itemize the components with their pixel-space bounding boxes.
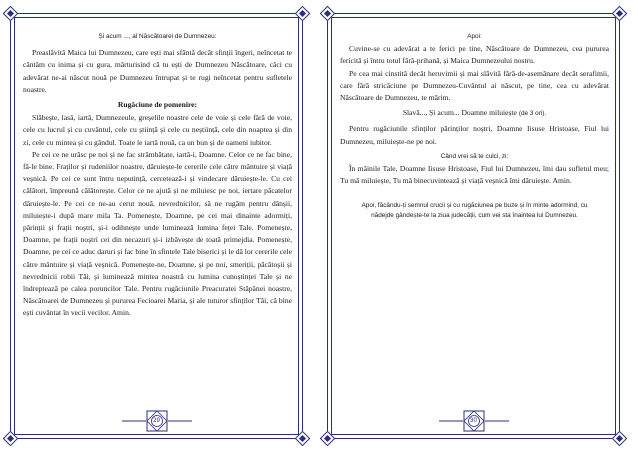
prayer-paragraph: În mâinile Tale, Doamne Iisuse Hristoase, Fiul lui Dumnezeu, îmi dau sufletul meu; Tu mă miluiește, Tu mă binecuvintează și viață veșnică îmi dăruiește. Amin.	[340, 164, 609, 186]
prayer-paragraph: Slăbește, lasă, iartă, Dumnezeule, greșelile noastre cele de voie și cele fără de voie, cele cu lucrul și cu cuvântul, cele cu știință și cele cu neștiință, cele din noaptea și din zi, cele cu mintea și cu gândul. Toate le iartă nouă, ca un bun și de oameni iubitor.	[23, 113, 292, 147]
section-header: Apoi:	[467, 33, 482, 40]
section-header: Când vrei să te culci, zi:	[440, 152, 509, 160]
prayer-paragraph: Pentru rugăciunile sfinților părinților noștri, Doamne Iisuse Hristoase, Fiul lui Dumnezeu, miluiește-ne pe noi.	[340, 124, 609, 146]
hymn-paragraph: Cuvine-se cu adevărat a te ferici pe tine, Născătoare de Dumnezeu, cea pururea fericită și întru totul fără-prihană, și Maica Dumnezeului nostru.	[340, 44, 609, 66]
hymn-paragraph: Pe cea mai cinstită decât heruvimii și mai slăvită fără-de-asemănare decât serafimii, care fără stricăciune pe Dumnezeu-Cuvântul ai născut, pe tine, cea cu adevărat Născătoare de Dumnezeu, te mărim.	[340, 68, 609, 103]
page-number: 30	[470, 418, 477, 424]
section-header: Și acum ..., al Născătoarei de Dumnezeu:	[98, 33, 217, 40]
prayer-paragraph: Pe cei ce ne urăsc pe noi și ne fac strâmbătate, iartă-i, Doamne. Celor ce ne fac bine, fă-le bine. Fraților și rudeniilor noastre, dăruiește-le cererile cele către mântuire și viață veșnică. Pe cei ce sunt întru neputință, cercetează-i și vindecare dăruiește-le. Cu cei călători, împreună călătorește. Celor ce ne ajută și ne miluiesc pe noi, iertare păcatelor dăruiește-le. Pe cei ce ne-au cerut nouă, nevrednicilor, să ne rugăm pentru dânșii, miluiește-i după mare mila Ta. Pomenește, Doamne, pe cei mai dinainte adormiți, părinții și frații noștri, și-i odihnește unde luminează lumina feței Tale. Pomenește, Doamne, pe frații noștri cei din necazuri și-i izbăvește de toată primejdia. Pomenește, Doamne, pe cei ce aduc daruri și fac bine în sfintele Tale biserici și le dă lor cererile cele către mântuire și viață veșnică. Pomenește-ne, Doamne, și pe noi, smeriții, păcătoșii și nevrednicii robii Tăi, și luminează mintea noastră cu lumina cunoștinței Tale și ne îndreptează pe calea poruncilor Tale. Pentru rugăciunile Preacuratei Stăpânei noastre, Născătoarei de Dumnezeu și pururea Fecioarei Maria, și ale tuturor sfinților Tăi, că bine ești cuvântat în vecii vecilor. Amin.	[23, 149, 292, 318]
slava-line	[340, 107, 609, 120]
page-number-ornament	[120, 410, 194, 432]
page-number: 29	[153, 418, 160, 424]
closing-note: Apoi, făcându-ți semnul crucii și cu rugăciunea pe buze și în minte adormind, cu nădejde gândește-te la ziua judecății, cum vei sta înaintea lui Dumnezeu.	[361, 202, 588, 219]
section-heading: Rugăciune de pomenire:	[117, 100, 198, 110]
hymn-paragraph: Preaslăvită Maica lui Dumnezeu, care ești mai sfântă decât sfinții îngeri, neîncetat te cântăm cu inima și cu gura, mărturisind că tu ești de Dumnezeu Născătoare, căci cu adevărat ne-ai născut nouă pe Dumnezeu întrupat și te rugi neîncetat pentru sufletele noastre.	[23, 48, 292, 94]
left-page	[10, 13, 303, 439]
slava-repeat-note: (de 3 ori).	[518, 110, 547, 118]
slava-text: Slavă..., Și acum... Doamne miluiește	[402, 108, 517, 118]
page-number-ornament	[437, 410, 511, 432]
right-page	[327, 13, 620, 439]
